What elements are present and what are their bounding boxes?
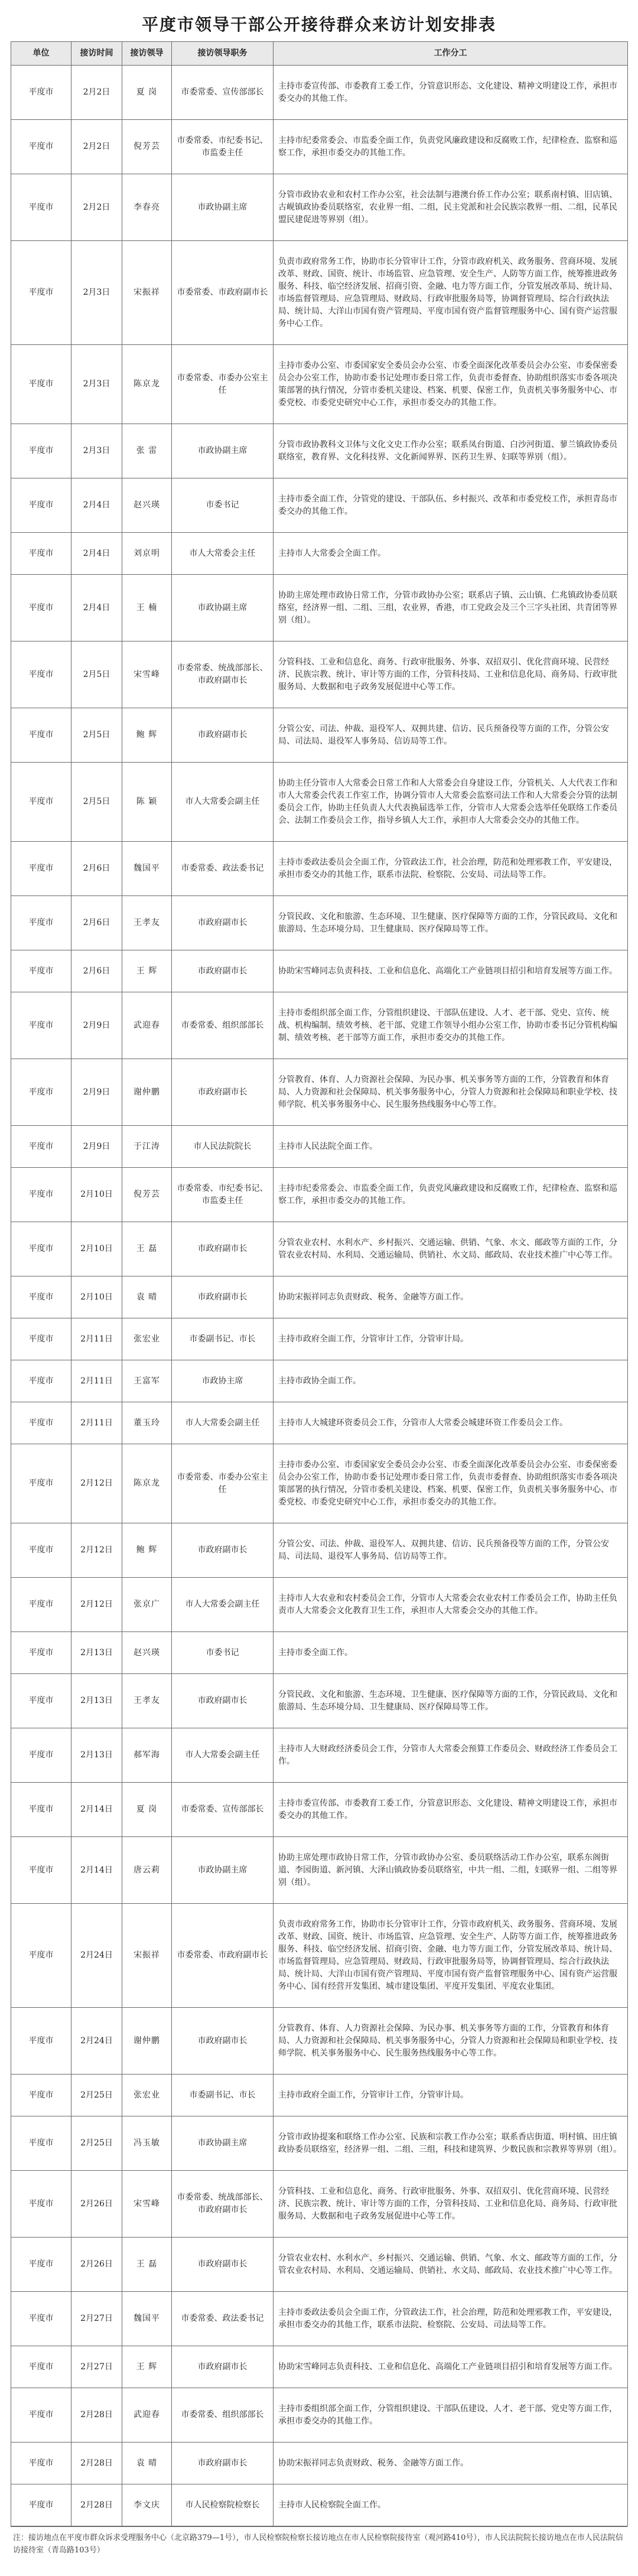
- cell-date: 2月10日: [71, 1168, 122, 1222]
- cell-leader: 王 辉: [122, 950, 172, 992]
- cell-position: 市委书记: [172, 1632, 274, 1674]
- cell-position: 市人大常委会副主任: [172, 1728, 274, 1783]
- cell-position: 市人大常委会副主任: [172, 1578, 274, 1632]
- cell-unit: 平度市: [11, 2171, 71, 2238]
- cell-duty: 主持市委办公室、市委国家安全委员会办公室、市委全面深化改革委员会办公室、市委保密委员会办公室工作，协助市委书记处理市委日常工作，负责市委督查、协助组织落实市委各项决策部署的执行情况，分管市委机关建设、档案、机要、保密工作，负责机关事务服务中心、市委党校、市委党史研究中心工作，承担市委交办的其他工作。: [274, 345, 628, 424]
- cell-unit: 平度市: [11, 1904, 71, 2008]
- table-row: [11, 1632, 628, 1674]
- cell-unit: 平度市: [11, 2116, 71, 2171]
- cell-duty: 分管教育、体育、人力资源社会保障、为民办事、机关事务等方面的工作，分管教育和体育局、人力资源和社会保障局、机关事务服务中心，分管人力资源和社会保障局和职业学校、技师学院、机关事务服务中心、民生服务热线服务中心等工作。: [274, 1059, 628, 1126]
- cell-duty: 协助主任分管市人大常委会日常工作和人大常委会自身建设工作，分管机关、人大代表工作和市人大常委会代表工作室工作，协调分管市人大常委会监察司法工作和人大常委会分管的法制委员会工作，协助主任负责人大代表换届选举工作，分管市人大常委会选举任免联络工作委员会、法制工作委员会工作，指导乡镇人大工作，承担市人大常委会交办的其他工作。: [274, 763, 628, 842]
- cell-date: 2月28日: [71, 2443, 122, 2484]
- table-row: [11, 1783, 628, 1837]
- cell-leader: 张宏业: [122, 2075, 172, 2116]
- cell-duty: 主持市委办公室、市委国家安全委员会办公室、市委全面深化改革委员会办公室、市委保密委员会办公室工作，协助市委书记处理市委日常工作，负责市委督查、协助组织落实市委各项决策部署的执行情况，分管市委机关建设、档案、机要、保密工作，负责机关事务服务中心、市委党校、市委党史研究中心工作，承担市委交办的其他工作。: [274, 1444, 628, 1523]
- table-row: [11, 1904, 628, 2008]
- cell-duty: 主持市人大财政经济委员会工作，分管市人大常委会预算工作委员会、财政经济工作委员会工作。: [274, 1728, 628, 1783]
- cell-date: 2月27日: [71, 2346, 122, 2388]
- cell-position: 市委常委、市政府副市长: [172, 241, 274, 345]
- table-row: [11, 1276, 628, 1318]
- cell-leader: 郝军海: [122, 1728, 172, 1783]
- table-row: [11, 241, 628, 345]
- cell-date: 2月9日: [71, 1059, 122, 1126]
- header-position: 接访领导职务: [172, 42, 274, 66]
- cell-unit: 平度市: [11, 2388, 71, 2443]
- table-row: [11, 2484, 628, 2526]
- cell-leader: 王 楠: [122, 575, 172, 641]
- cell-duty: 协助宋振祥同志负责财政、税务、金融等方面工作。: [274, 2443, 628, 2484]
- table-row: [11, 1444, 628, 1523]
- cell-leader: 于江涛: [122, 1126, 172, 1168]
- cell-date: 2月9日: [71, 1126, 122, 1168]
- cell-duty: 主持市委组织部全面工作，分管组织建设、干部队伍建设、人才、老干部、党史等方面工作，承担市委交办的其他工作。: [274, 2388, 628, 2443]
- cell-position: 市政府副市长: [172, 1059, 274, 1126]
- cell-position: 市政协副主席: [172, 1837, 274, 1904]
- cell-unit: 平度市: [11, 241, 71, 345]
- cell-leader: 董玉玲: [122, 1402, 172, 1444]
- cell-unit: 平度市: [11, 1126, 71, 1168]
- cell-leader: 陈京龙: [122, 345, 172, 424]
- cell-unit: 平度市: [11, 1837, 71, 1904]
- cell-position: 市委常委、统战部部长、市政府副市长: [172, 641, 274, 708]
- cell-unit: 平度市: [11, 424, 71, 478]
- cell-position: 市政府副市长: [172, 708, 274, 763]
- cell-date: 2月6日: [71, 896, 122, 950]
- table-row: [11, 1126, 628, 1168]
- cell-position: 市委常委、宣传部部长: [172, 66, 274, 120]
- cell-position: 市委常委、市纪委书记、市监委主任: [172, 120, 274, 174]
- cell-unit: 平度市: [11, 2346, 71, 2388]
- table-row: [11, 120, 628, 174]
- cell-unit: 平度市: [11, 1318, 71, 1360]
- header-leader: 接访领导: [122, 42, 172, 66]
- table-row: [11, 1674, 628, 1728]
- cell-leader: 张宏业: [122, 1318, 172, 1360]
- table-row: [11, 2171, 628, 2238]
- cell-date: 2月6日: [71, 842, 122, 896]
- cell-duty: 主持市委政法委员会全面工作，分管政法工作，社会治理，防范和处理邪教工作，平安建设，承担市委交办的其他工作，联系市法院、检察院、公安局、司法局等工作。: [274, 2292, 628, 2346]
- table-row: [11, 478, 628, 533]
- cell-position: 市委常委、统战部部长、市政府副市长: [172, 2171, 274, 2238]
- cell-date: 2月11日: [71, 1402, 122, 1444]
- cell-duty: 主持市委政法委员会全面工作，分管政法工作，社会治理，防范和处理邪教工作，平安建设，承担市委交办的其他工作，联系市法院、检察院、公安局、司法局等工作。: [274, 842, 628, 896]
- cell-leader: 宋雪峰: [122, 641, 172, 708]
- table-row: [11, 2388, 628, 2443]
- cell-duty: 主持市人民检察院全面工作。: [274, 2484, 628, 2526]
- cell-duty: 主持市委组织部全面工作，分管组织建设、干部队伍建设、人才、老干部、党史、宣传、统战、机构编制、绩效考核、老干部、党建工作领导小组办公室工作，协助市委书记分管机构编制、绩效考核、老干部等方面工作，承担市委交办的其他工作。: [274, 992, 628, 1059]
- table-row: [11, 1059, 628, 1126]
- footnote: 注：接访地点在平度市群众诉求受理服务中心（北京路379—1号），市人民检察院检察长接访地点在市人民检察院接待室（观河路410号），市人民法院院长接访地点在市人民法院信访接待室（青岛路103号）: [11, 2526, 627, 2561]
- cell-leader: 鲍 辉: [122, 1523, 172, 1578]
- cell-position: 市政府副市长: [172, 1523, 274, 1578]
- cell-duty: 分管市政协提案和联络工作办公室、民族和宗教工作办公室；联系香店街道、明村镇、田庄镇政协委员联络室，经济界一组、二组、三组，科技和建筑界、少数民族和宗教界等界别（组）。: [274, 2116, 628, 2171]
- cell-leader: 张 雷: [122, 424, 172, 478]
- cell-position: 市政府副市长: [172, 2238, 274, 2292]
- cell-duty: 负责市政府常务工作，协助市长分管审计工作，分管市政府机关、政务服务、营商环境、发展改革、财政、国资、统计、市场监管、应急管理、安全生产、人防等方面工作，统筹推进政务服务、科技、临空经济发展、招商引资、金融、电力等方面工作，分管发展改革局、统计局、市场监督管理局、应急管理局、财政局、行政审批服务局等，协调督管理局、综合行政执法局、统计局、大洋山市国有资产管理局、平度市国有资产监督管理服务中心、国有资产运营服务中心、国有经营开发集团、城市建设集团、平度开发集团、平度农业集团。: [274, 1904, 628, 2008]
- cell-duty: 协助宋振祥同志负责财政、税务、金融等方面工作。: [274, 1276, 628, 1318]
- table-row: [11, 1168, 628, 1222]
- cell-leader: 陈京龙: [122, 1444, 172, 1523]
- cell-date: 2月27日: [71, 2292, 122, 2346]
- header-row: [11, 42, 628, 66]
- cell-unit: 平度市: [11, 1728, 71, 1783]
- cell-duty: 主持市人大常委会全面工作。: [274, 533, 628, 575]
- cell-unit: 平度市: [11, 120, 71, 174]
- table-row: [11, 2116, 628, 2171]
- cell-position: 市政府副市长: [172, 2346, 274, 2388]
- cell-leader: 刘京明: [122, 533, 172, 575]
- cell-unit: 平度市: [11, 1783, 71, 1837]
- cell-unit: 平度市: [11, 2292, 71, 2346]
- table-row: [11, 1318, 628, 1360]
- cell-unit: 平度市: [11, 2443, 71, 2484]
- cell-duty: 协助宋雪峰同志负责科技、工业和信息化、高端化工产业链项目招引和培育发展等方面工作。: [274, 2346, 628, 2388]
- cell-unit: 平度市: [11, 1059, 71, 1126]
- cell-unit: 平度市: [11, 763, 71, 842]
- cell-duty: 分管教育、体育、人力资源社会保障、为民办事、机关事务等方面的工作，分管教育和体育局、人力资源和社会保障局、机关事务服务中心，分管人力资源和社会保障局和职业学校、技师学院、机关事务服务中心、民生服务热线服务中心等工作。: [274, 2008, 628, 2075]
- cell-duty: 分管市政协农业和农村工作办公室，社会法制与港澳台侨工作办公室；联系南村镇、旧店镇、古岘镇政协委员联络室，农业界一组、二组，民主党派和社会民族宗教界一组、二组，民革民盟民建促进等界别（组）。: [274, 174, 628, 241]
- cell-date: 2月12日: [71, 1444, 122, 1523]
- cell-date: 2月11日: [71, 1360, 122, 1402]
- cell-duty: 主持市委宣传部、市委教育工委工作，分管意识形态、文化建设、精神文明建设工作，承担市委交办的其他工作。: [274, 66, 628, 120]
- cell-unit: 平度市: [11, 66, 71, 120]
- cell-position: 市委常委、市委办公室主任: [172, 1444, 274, 1523]
- cell-leader: 王孝友: [122, 1674, 172, 1728]
- cell-date: 2月2日: [71, 120, 122, 174]
- cell-unit: 平度市: [11, 1674, 71, 1728]
- cell-unit: 平度市: [11, 992, 71, 1059]
- cell-duty: 分管公安、司法、仲裁、退役军人、双拥共建、信访、民兵预备役等方面的工作，分管公安局、司法局、退役军人事务局、信访局等工作。: [274, 708, 628, 763]
- header-unit: 单位: [11, 42, 71, 66]
- cell-date: 2月26日: [71, 2171, 122, 2238]
- cell-leader: 王 辉: [122, 2346, 172, 2388]
- cell-date: 2月3日: [71, 241, 122, 345]
- cell-position: 市政府副市长: [172, 2008, 274, 2075]
- table-row: [11, 842, 628, 896]
- cell-duty: 主持市纪委常委会、市监委全面工作，负责党风廉政建设和反腐败工作，纪律检查、监察和巡察工作，承担市委交办的其他工作。: [274, 120, 628, 174]
- table-body: [11, 66, 628, 2526]
- table-row: [11, 992, 628, 1059]
- table-row: [11, 1728, 628, 1783]
- cell-date: 2月12日: [71, 1523, 122, 1578]
- table-row: [11, 1578, 628, 1632]
- cell-leader: 武迎春: [122, 992, 172, 1059]
- cell-duty: 主持市人大城建环资委员会工作，分管市人大常委会城建环资工作委员会工作。: [274, 1402, 628, 1444]
- table-row: [11, 2346, 628, 2388]
- cell-date: 2月14日: [71, 1837, 122, 1904]
- cell-unit: 平度市: [11, 1523, 71, 1578]
- cell-leader: 袁 晴: [122, 1276, 172, 1318]
- cell-duty: 负责市政府常务工作，协助市长分管审计工作，分管市政府机关、政务服务、营商环境、发展改革、财政、国资、统计、市场监管、应急管理、安全生产、人防等方面工作，统筹推进政务服务、科技、临空经济发展、招商引资、金融、电力等方面工作，分管发展改革局、统计局、市场监督管理局、应急管理局、财政局、行政审批服务局等，协调督管理局、综合行政执法局、统计局、大洋山市国有资产管理局、平度市国有资产监督管理服务中心、国有资产运营服务中心工作。: [274, 241, 628, 345]
- table-row: [11, 708, 628, 763]
- cell-duty: 分管科技、工业和信息化、商务、行政审批服务、外事、双招双引、优化营商环境、民营经济、民族宗教、统计、审计等方面的工作，分管科技局、工业和信息化局、商务局、行政审批服务局、大数据和电子政务发展促进中心等工作。: [274, 641, 628, 708]
- cell-position: 市委副书记、市长: [172, 2075, 274, 2116]
- cell-position: 市政协主席: [172, 1360, 274, 1402]
- cell-date: 2月6日: [71, 950, 122, 992]
- table-row: [11, 174, 628, 241]
- table-row: [11, 2238, 628, 2292]
- cell-position: 市委常委、政法委书记: [172, 842, 274, 896]
- cell-date: 2月12日: [71, 1578, 122, 1632]
- table-row: [11, 533, 628, 575]
- cell-unit: 平度市: [11, 174, 71, 241]
- cell-leader: 宋振祥: [122, 1904, 172, 2008]
- cell-unit: 平度市: [11, 2484, 71, 2526]
- cell-duty: 分管农业农村、水利水产、乡村振兴、交通运输、供销、气象、水文、邮政等方面的工作，分管农业农村局、水利局、交通运输局、供销社、水文局、邮政局、农业技术推广中心等工作。: [274, 1222, 628, 1276]
- cell-duty: 主持市政府全面工作，分管审计工作，分管审计局。: [274, 2075, 628, 2116]
- cell-duty: 分管公安、司法、仲裁、退役军人、双拥共建、信访、民兵预备役等方面的工作，分管公安局、司法局、退役军人事务局、信访局等工作。: [274, 1523, 628, 1578]
- cell-unit: 平度市: [11, 1360, 71, 1402]
- cell-date: 2月2日: [71, 174, 122, 241]
- cell-position: 市政协副主席: [172, 575, 274, 641]
- cell-leader: 谢仲鹏: [122, 2008, 172, 2075]
- table-row: [11, 641, 628, 708]
- cell-position: 市政府副市长: [172, 1276, 274, 1318]
- cell-unit: 平度市: [11, 1402, 71, 1444]
- table-row: [11, 2292, 628, 2346]
- cell-date: 2月13日: [71, 1632, 122, 1674]
- header-duty: 工作分工: [274, 42, 628, 66]
- cell-leader: 赵兴瑛: [122, 478, 172, 533]
- cell-position: 市政府副市长: [172, 1222, 274, 1276]
- cell-duty: 协助主席处理市政协日常工作，分管市政协办公室、委员联络活动工作办公室，联系东阁街道、李园街道、新河镇、大泽山镇政协委员联络室，中共一组、二组，妇联界一组、二组等界别（组）。: [274, 1837, 628, 1904]
- table-row: [11, 763, 628, 842]
- cell-date: 2月2日: [71, 66, 122, 120]
- table-row: [11, 1837, 628, 1904]
- cell-leader: 赵兴瑛: [122, 1632, 172, 1674]
- cell-date: 2月13日: [71, 1674, 122, 1728]
- cell-duty: 主持市纪委常委会、市监委全面工作，负责党风廉政建设和反腐败工作，纪律检查、监察和巡察工作，承担市委交办的其他工作。: [274, 1168, 628, 1222]
- cell-unit: 平度市: [11, 842, 71, 896]
- cell-unit: 平度市: [11, 2008, 71, 2075]
- cell-unit: 平度市: [11, 533, 71, 575]
- cell-position: 市委常委、市委办公室主任: [172, 345, 274, 424]
- cell-leader: 魏国平: [122, 2292, 172, 2346]
- cell-position: 市委书记: [172, 478, 274, 533]
- cell-position: 市政府副市长: [172, 950, 274, 992]
- cell-leader: 武迎春: [122, 2388, 172, 2443]
- cell-date: 2月5日: [71, 708, 122, 763]
- cell-position: 市政协副主席: [172, 174, 274, 241]
- cell-date: 2月13日: [71, 1728, 122, 1783]
- cell-date: 2月11日: [71, 1318, 122, 1360]
- cell-unit: 平度市: [11, 345, 71, 424]
- cell-duty: 主持市人大农业和农村委员会工作，分管市人大常委会农业农村工作委员会工作，协助主任负责市人大常委会文化教育卫生工作，承担市人大常委会交办的其他工作。: [274, 1578, 628, 1632]
- cell-duty: 分管民政、文化和旅游、生态环境、卫生健康、医疗保障等方面的工作，分管民政局、文化和旅游局、生态环境分局、卫生健康局、医疗保障局等工作。: [274, 1674, 628, 1728]
- table-row: [11, 2443, 628, 2484]
- table-row: [11, 1523, 628, 1578]
- table-row: [11, 2075, 628, 2116]
- cell-position: 市人大常委会副主任: [172, 763, 274, 842]
- cell-unit: 平度市: [11, 1276, 71, 1318]
- cell-unit: 平度市: [11, 1444, 71, 1523]
- cell-date: 2月28日: [71, 2484, 122, 2526]
- cell-date: 2月24日: [71, 2008, 122, 2075]
- cell-duty: 分管民政、文化和旅游、生态环境、卫生健康、医疗保障等方面的工作，分管民政局、文化和旅游局、生态环境分局、卫生健康局、医疗保障局等工作。: [274, 896, 628, 950]
- table-row: [11, 345, 628, 424]
- cell-duty: 主持市委宣传部、市委教育工委工作，分管意识形态、文化建设、精神文明建设工作，承担市委交办的其他工作。: [274, 1783, 628, 1837]
- table-row: [11, 1402, 628, 1444]
- cell-leader: 王孝友: [122, 896, 172, 950]
- cell-position: 市人民法院院长: [172, 1126, 274, 1168]
- cell-duty: 主持市人民法院全面工作。: [274, 1126, 628, 1168]
- table-row: [11, 950, 628, 992]
- table-row: [11, 1360, 628, 1402]
- header-date: 接访时间: [71, 42, 122, 66]
- cell-duty: 分管科技、工业和信息化、商务、行政审批服务、外事、双招双引、优化营商环境、民营经济、民族宗教、统计、审计等方面的工作，分管科技局、工业和信息化局、商务局、行政审批服务局、大数据和电子政务发展促进中心等工作。: [274, 2171, 628, 2238]
- cell-date: 2月3日: [71, 345, 122, 424]
- cell-unit: 平度市: [11, 478, 71, 533]
- cell-position: 市人大常委会副主任: [172, 1402, 274, 1444]
- document-title: 平度市领导干部公开接待群众来访计划安排表: [141, 15, 496, 34]
- cell-leader: 李文庆: [122, 2484, 172, 2526]
- cell-position: 市委常委、市政府副市长: [172, 1904, 274, 2008]
- cell-unit: 平度市: [11, 896, 71, 950]
- cell-position: 市委常委、组织部部长: [172, 2388, 274, 2443]
- table-row: [11, 575, 628, 641]
- cell-date: 2月10日: [71, 1222, 122, 1276]
- cell-duty: 协助宋雪峰同志负责科技、工业和信息化、高端化工产业链项目招引和培育发展等方面工作。: [274, 950, 628, 992]
- cell-date: 2月25日: [71, 2116, 122, 2171]
- schedule-table: [11, 41, 628, 2526]
- cell-date: 2月4日: [71, 575, 122, 641]
- cell-position: 市委副书记、市长: [172, 1318, 274, 1360]
- cell-leader: 夏 岗: [122, 66, 172, 120]
- cell-leader: 陈 颖: [122, 763, 172, 842]
- cell-leader: 宋振祥: [122, 241, 172, 345]
- cell-leader: 魏国平: [122, 842, 172, 896]
- cell-position: 市委常委、宣传部部长: [172, 1783, 274, 1837]
- cell-duty: 分管市政协教科文卫体与文化文史工作办公室；联系凤台街道、白沙河街道、蓼兰镇政协委员联络室，教育界、文化科技界、文化新闻界界、医药卫生界、妇联等界别（组）。: [274, 424, 628, 478]
- cell-position: 市政府副市长: [172, 896, 274, 950]
- cell-leader: 谢仲鹏: [122, 1059, 172, 1126]
- cell-unit: 平度市: [11, 575, 71, 641]
- cell-date: 2月25日: [71, 2075, 122, 2116]
- cell-duty: 主持市政协全面工作。: [274, 1360, 628, 1402]
- cell-date: 2月24日: [71, 1904, 122, 2008]
- cell-unit: 平度市: [11, 708, 71, 763]
- cell-duty: 主持市委全面工作，分管党的建设、干部队伍、乡村振兴、改革和市委党校工作，承担青岛市委交办的其他工作。: [274, 478, 628, 533]
- cell-date: 2月14日: [71, 1783, 122, 1837]
- cell-duty: 协助主席处理市政协日常工作，分管市政协办公室；联系店子镇、云山镇、仁兆镇政协委员联络室，经济界一组、二组、三组，农业界，香港，市工党政会及三个三字头社团、共青团等界别（组）。: [274, 575, 628, 641]
- cell-leader: 王 磊: [122, 2238, 172, 2292]
- cell-position: 市委常委、政法委书记: [172, 2292, 274, 2346]
- cell-date: 2月5日: [71, 641, 122, 708]
- cell-duty: 分管农业农村、水利水产、乡村振兴、交通运输、供销、气象、水文、邮政等方面的工作，分管农业农村局、水利局、交通运输局、供销社、水文局、邮政局、农业技术推广中心等工作。: [274, 2238, 628, 2292]
- cell-unit: 平度市: [11, 1578, 71, 1632]
- cell-duty: 主持市委全面工作。: [274, 1632, 628, 1674]
- cell-position: 市委常委、组织部部长: [172, 992, 274, 1059]
- cell-position: 市委常委、市纪委书记、市监委主任: [172, 1168, 274, 1222]
- cell-position: 市政协副主席: [172, 2116, 274, 2171]
- table-row: [11, 66, 628, 120]
- cell-position: 市政协副主席: [172, 424, 274, 478]
- cell-unit: 平度市: [11, 641, 71, 708]
- cell-date: 2月4日: [71, 533, 122, 575]
- cell-leader: 倪芳芸: [122, 1168, 172, 1222]
- cell-leader: 王富军: [122, 1360, 172, 1402]
- cell-date: 2月28日: [71, 2388, 122, 2443]
- cell-leader: 李春亮: [122, 174, 172, 241]
- cell-date: 2月4日: [71, 478, 122, 533]
- cell-leader: 倪芳芸: [122, 120, 172, 174]
- cell-duty: 主持市政府全面工作，分管审计工作，分管审计局。: [274, 1318, 628, 1360]
- cell-unit: 平度市: [11, 2238, 71, 2292]
- cell-unit: 平度市: [11, 950, 71, 992]
- table-row: [11, 424, 628, 478]
- table-row: [11, 1222, 628, 1276]
- cell-leader: 张京广: [122, 1578, 172, 1632]
- cell-date: 2月26日: [71, 2238, 122, 2292]
- cell-leader: 唐云莉: [122, 1837, 172, 1904]
- cell-leader: 宋雪峰: [122, 2171, 172, 2238]
- cell-date: 2月3日: [71, 424, 122, 478]
- cell-unit: 平度市: [11, 1632, 71, 1674]
- cell-leader: 夏 岗: [122, 1783, 172, 1837]
- cell-unit: 平度市: [11, 1222, 71, 1276]
- cell-date: 2月9日: [71, 992, 122, 1059]
- cell-leader: 王 磊: [122, 1222, 172, 1276]
- table-row: [11, 896, 628, 950]
- cell-position: 市人民检察院检察长: [172, 2484, 274, 2526]
- cell-unit: 平度市: [11, 2075, 71, 2116]
- cell-position: 市政府副市长: [172, 2443, 274, 2484]
- cell-leader: 鲍 辉: [122, 708, 172, 763]
- cell-date: 2月10日: [71, 1276, 122, 1318]
- cell-position: 市政府副市长: [172, 1674, 274, 1728]
- cell-leader: 袁 晴: [122, 2443, 172, 2484]
- cell-leader: 冯玉敏: [122, 2116, 172, 2171]
- cell-position: 市人大常委会主任: [172, 533, 274, 575]
- cell-date: 2月5日: [71, 763, 122, 842]
- cell-unit: 平度市: [11, 1168, 71, 1222]
- table-row: [11, 2008, 628, 2075]
